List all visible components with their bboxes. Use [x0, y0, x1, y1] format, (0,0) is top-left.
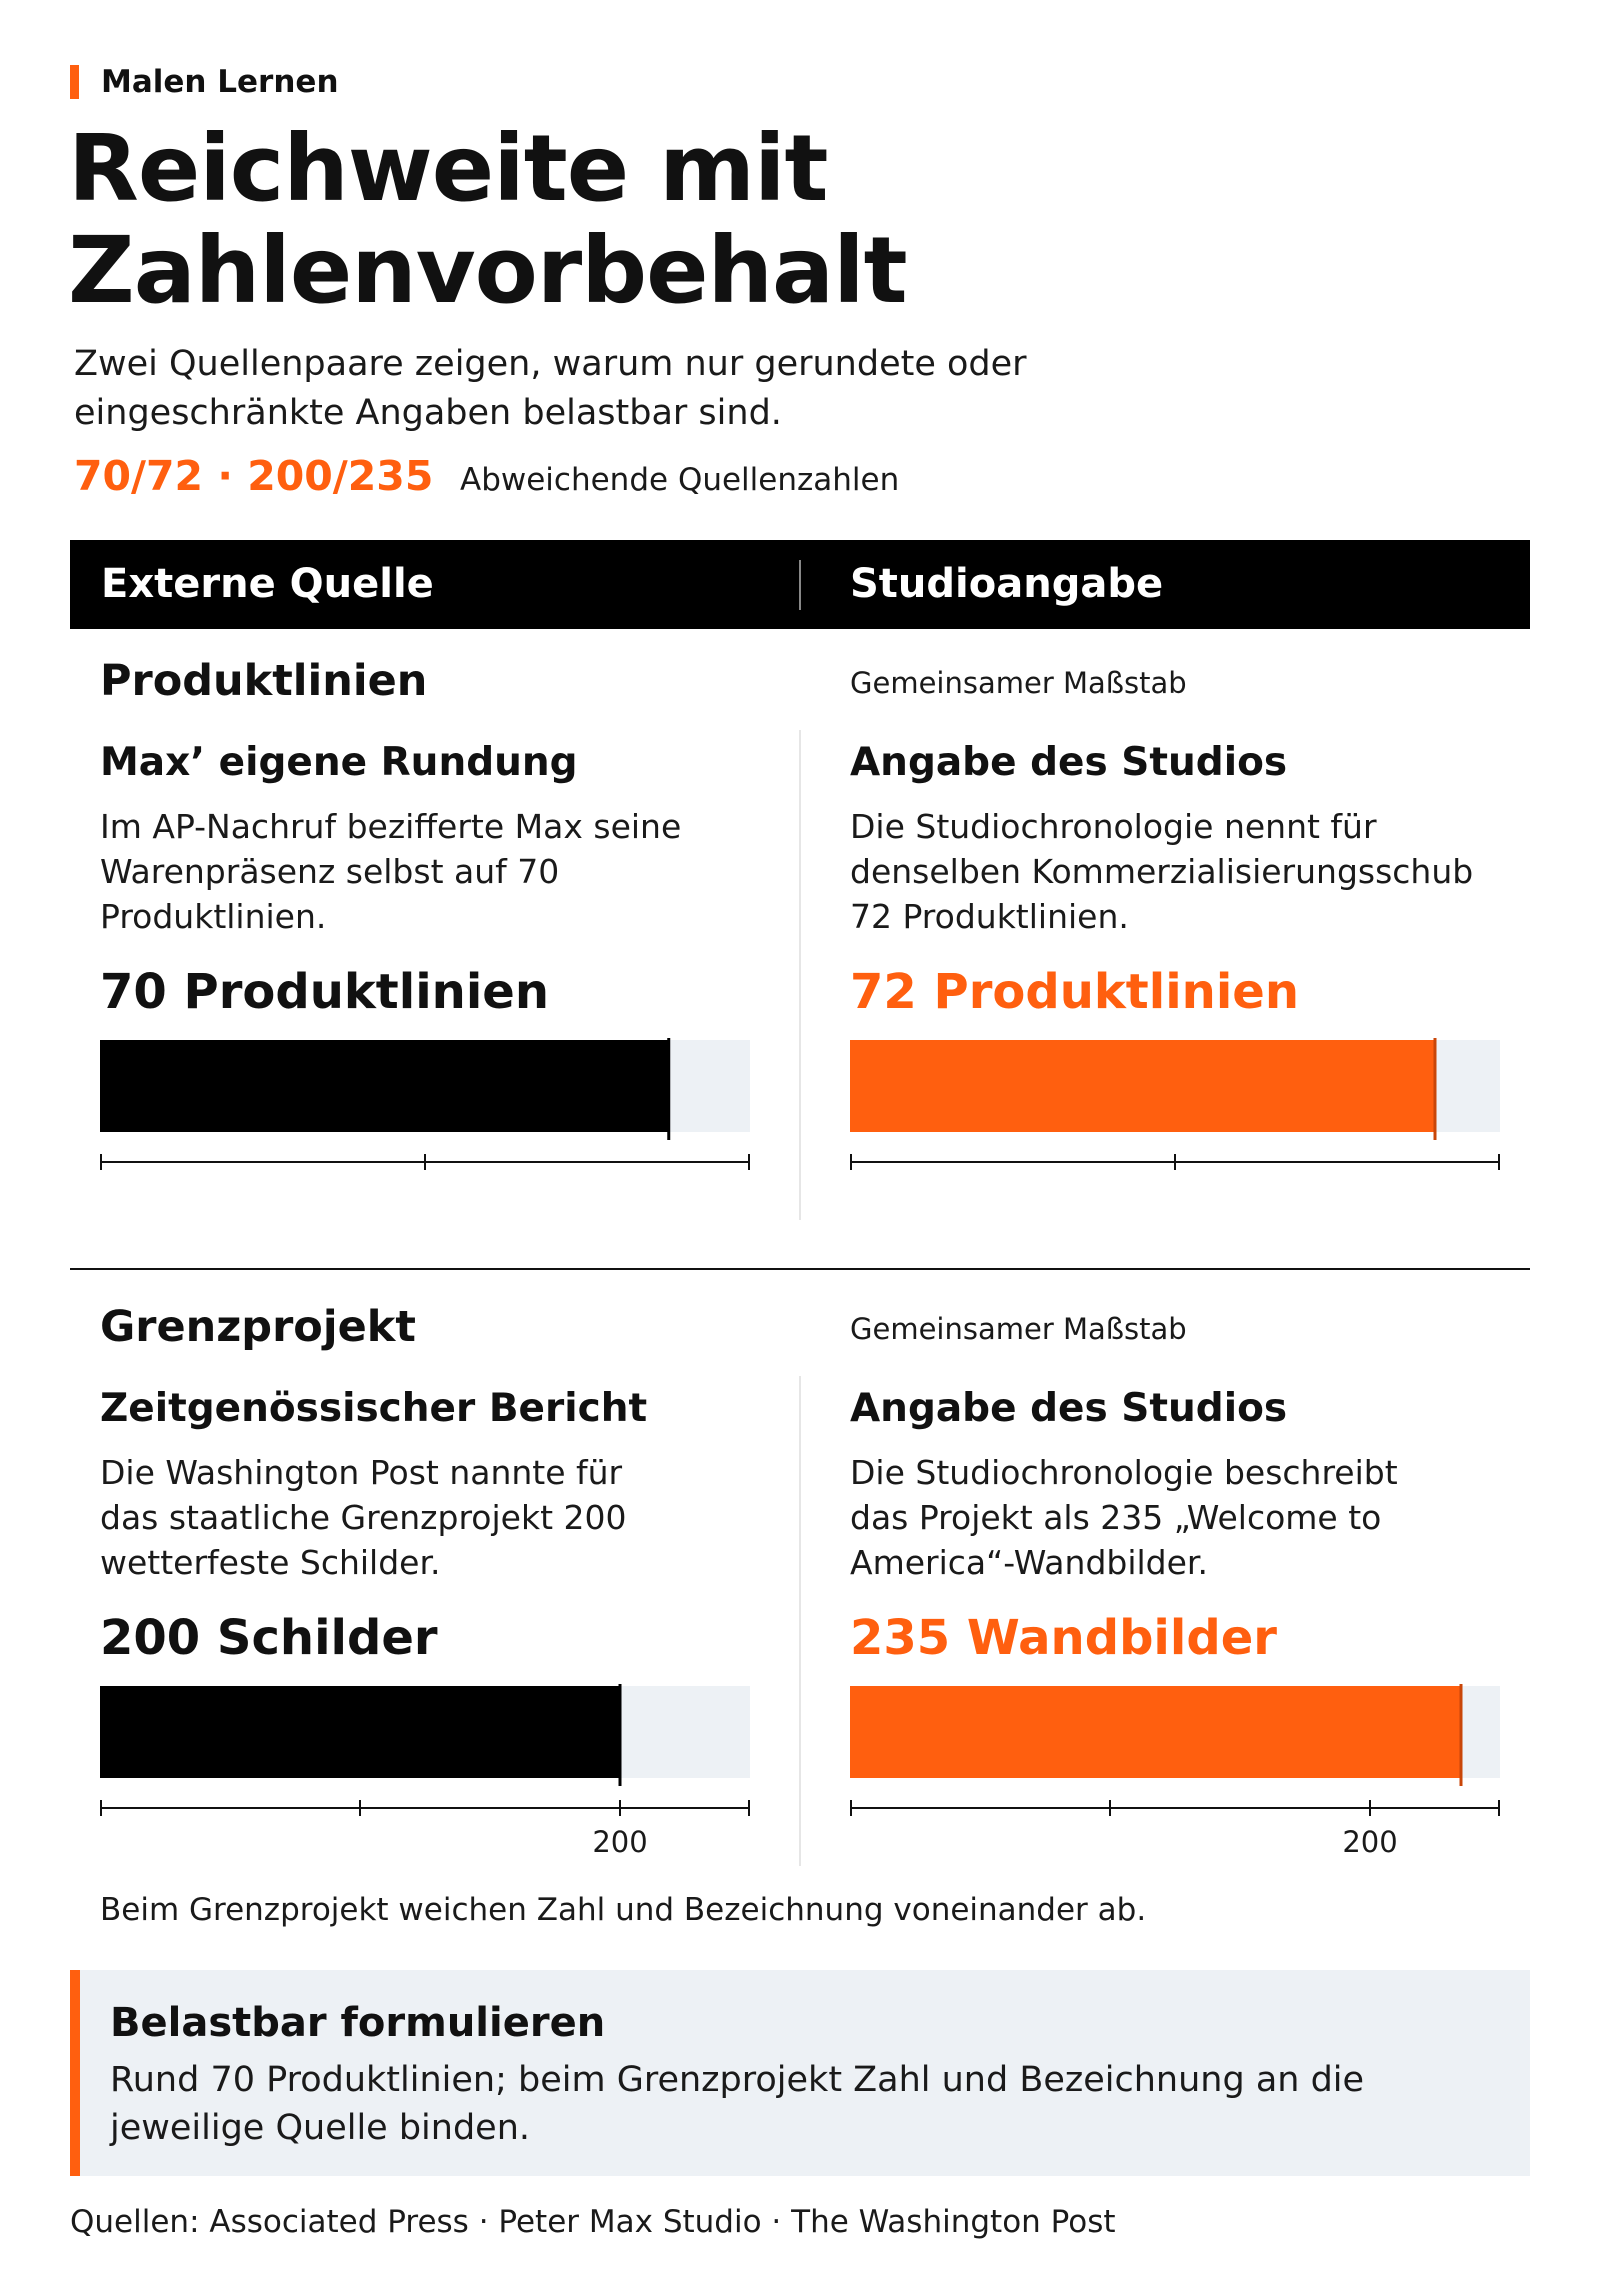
group-title-grenzprojekt: Grenzprojekt: [100, 1302, 416, 1352]
value-label-studio: 72 Produktlinien: [850, 964, 1299, 1020]
kicker: [70, 64, 339, 100]
tick-label: 200: [592, 1825, 648, 1859]
bar-value: [100, 1686, 620, 1778]
callout-text: Rund 70 Produktlinien; beim Grenzprojekt Zahl und Bezeichnung an die jeweilige Quelle binden.: [110, 2060, 1365, 2148]
bar-chart-grenzprojekt-external: [100, 1676, 750, 1859]
group-title-produktlinien: Produktlinien: [100, 656, 428, 706]
value-label-external: 200 Schilder: [100, 1610, 438, 1666]
page-subtitle: Zwei Quellenpaare zeigen, warum nur gerundete oder eingeschränkte Angaben belastbar sind.: [74, 344, 1027, 433]
card-text-external: Die Washington Post nannte für das staatliche Grenzprojekt 200 wetterfeste Schilder.: [100, 1453, 627, 1582]
panel-separator: [799, 730, 801, 1220]
card-text-external: Im AP-Nachruf bezifferte Max seine Warenpräsenz selbst auf 70 Produktlinien.: [100, 807, 682, 936]
bar-value: [850, 1686, 1461, 1778]
group-divider: [70, 1268, 1530, 1270]
value-label-external: 70 Produktlinien: [100, 964, 549, 1020]
table-header: [70, 540, 1530, 629]
kpi-label: Abweichende Quellenzahlen: [460, 462, 900, 498]
column-header-studio: Studioangabe: [850, 561, 1164, 607]
page-title: Reichweite mit Zahlenvorbehalt: [68, 115, 907, 324]
panel-separator: [799, 1376, 801, 1866]
bar-value: [850, 1040, 1435, 1132]
card-heading-studio: Angabe des Studios: [850, 1386, 1288, 1431]
bar-value: [100, 1040, 669, 1132]
footnote: Beim Grenzprojekt weichen Zahl und Bezeichnung voneinander ab.: [100, 1892, 1147, 1928]
callout-accent-bar: [70, 1970, 80, 2176]
card-heading-studio: Angabe des Studios: [850, 740, 1288, 785]
card-heading-external: Zeitgenössischer Bericht: [100, 1386, 648, 1431]
bar-chart-produktlinien-studio: [850, 1030, 1500, 1170]
kpi-value: 70/72 · 200/235: [74, 452, 434, 500]
column-header-external: Externe Quelle: [101, 561, 434, 607]
source-line: Quellen: Associated Press · Peter Max Studio · The Washington Post: [70, 2204, 1116, 2240]
bar-chart-produktlinien-external: [100, 1030, 750, 1170]
scale-note: Gemeinsamer Maßstab: [850, 666, 1187, 700]
card-heading-external: Max’ eigene Rundung: [100, 740, 578, 785]
card-text-studio: Die Studiochronologie beschreibt das Projekt als 235 „Welcome to America“-Wandbilder.: [850, 1453, 1398, 1582]
kicker-accent-bar: [70, 65, 79, 99]
bar-chart-grenzprojekt-studio: [850, 1676, 1500, 1859]
callout-title: Belastbar formulieren: [110, 2000, 606, 2046]
scale-note: Gemeinsamer Maßstab: [850, 1312, 1187, 1346]
tick-label: 200: [1342, 1825, 1398, 1859]
column-header-separator: [799, 560, 801, 610]
card-text-studio: Die Studiochronologie nennt für denselben Kommerzialisierungsschub 72 Produktlinien.: [850, 807, 1474, 936]
callout-box: [70, 1970, 1530, 2176]
value-label-studio: 235 Wandbilder: [850, 1610, 1277, 1666]
kicker-label: Malen Lernen: [101, 64, 339, 100]
